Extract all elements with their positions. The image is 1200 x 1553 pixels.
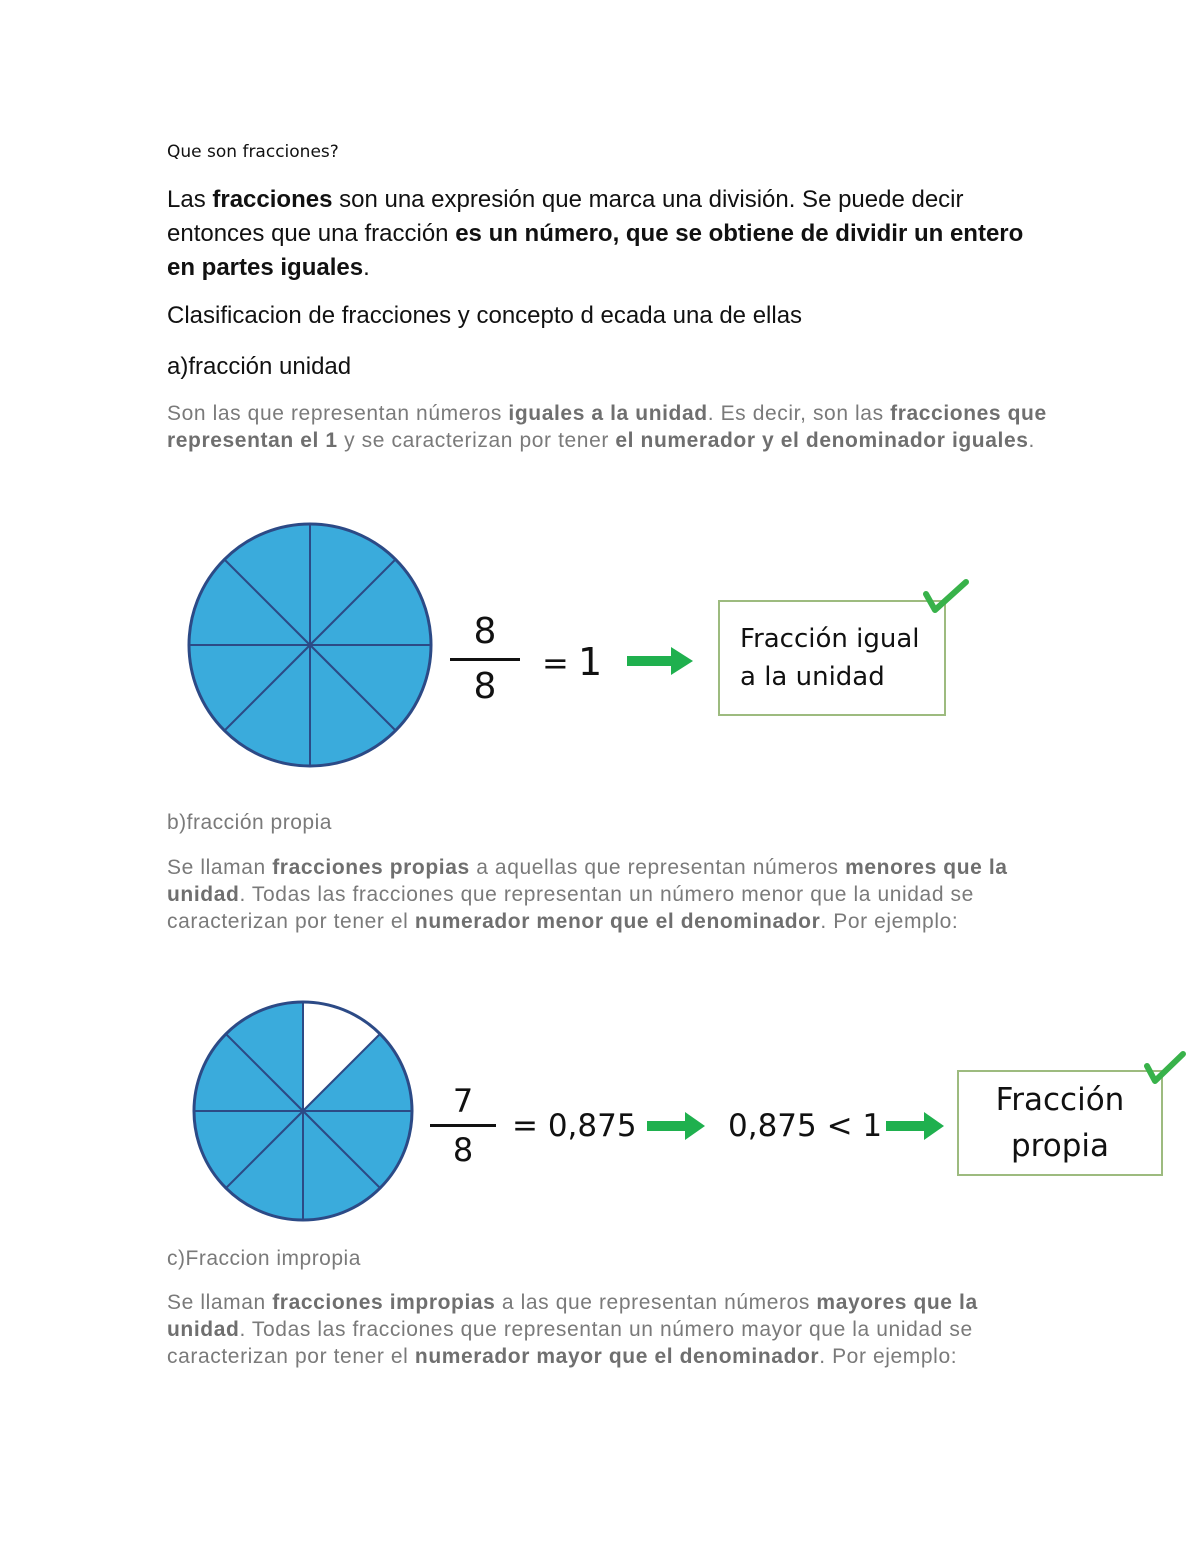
section-a-text-4: .: [1028, 429, 1035, 452]
section-c-bold-1: fracciones impropias: [272, 1291, 496, 1314]
fraction-b: [430, 1082, 496, 1169]
intro-text-1: Las: [167, 186, 213, 213]
label-box-b: [957, 1070, 1163, 1176]
label-box-a-line2: a la unidad: [740, 662, 885, 692]
fraction-b-denominator: 8: [452, 1131, 474, 1169]
section-c-text-1: Se llaman: [167, 1291, 273, 1314]
checkmark-icon: [1143, 1050, 1187, 1088]
section-b-text-3: . Todas las fracciones que representan un número menor que la unidad se caracterizan por tener el: [167, 883, 974, 933]
fraction-a: [450, 610, 520, 709]
section-b-text-1: Se llaman: [167, 856, 273, 879]
section-b-title: b)fracción propia: [167, 811, 332, 834]
arrow-icon: [625, 645, 695, 677]
section-a-title: a)fracción unidad: [167, 353, 352, 380]
pie-figure-b: [190, 998, 416, 1224]
arrow-icon: [884, 1111, 946, 1141]
section-b-bold-2: menores que la unidad: [167, 856, 1008, 906]
fraction-a-numerator: 8: [473, 611, 497, 652]
section-a-bold-3: el numerador y el denominador iguales: [615, 429, 1029, 452]
page-question: Que son fracciones?: [167, 142, 339, 162]
fraction-b-numerator: 7: [452, 1082, 474, 1120]
fraction-a-denominator: 8: [473, 666, 497, 707]
fraction-a-bar: [450, 658, 520, 661]
section-a-text-2: . Es decir, son las: [707, 402, 891, 425]
result-a: 1: [578, 640, 603, 684]
intro-bold-2: es un número, que se obtiene de dividir un entero en partes iguales: [167, 220, 1024, 281]
label-box-b-line1: Fracción: [995, 1082, 1125, 1118]
intro-paragraph: [167, 183, 1047, 285]
comparison-b: 0,875 < 1: [728, 1108, 883, 1144]
section-c-paragraph: [167, 1289, 1047, 1370]
equals-value-b: = 0,875: [512, 1108, 637, 1144]
checkmark-icon: [922, 578, 970, 618]
section-b-paragraph: [167, 854, 1047, 935]
section-c-text-3: . Todas las fracciones que representan un número mayor que la unidad se caracterizan por tener el: [167, 1318, 973, 1368]
arrow-icon: [645, 1111, 707, 1141]
label-box-b-line2: propia: [1011, 1128, 1109, 1164]
label-box-a-line1: Fracción igual: [740, 624, 920, 654]
pie-figure-a: [185, 520, 435, 770]
intro-bold-1: fracciones: [212, 186, 333, 213]
intro-text-2: son una expresión que marca una división. Se puede decir entonces que una fracción: [167, 186, 964, 247]
section-c-bold-3: numerador mayor que el denominador: [414, 1345, 820, 1368]
section-a-text-1: Son las que representan números: [167, 402, 509, 425]
section-b-text-2: a aquellas que representan números: [469, 856, 846, 879]
fraction-b-bar: [430, 1124, 496, 1127]
label-box-a: [718, 600, 946, 716]
section-a-bold-1: iguales a la unidad: [508, 402, 708, 425]
section-b-bold-1: fracciones propias: [272, 856, 470, 879]
section-a-bold-2: fracciones que representan el 1: [167, 402, 1047, 452]
section-c-title: c)Fraccion impropia: [167, 1247, 361, 1270]
equals-sign-a: =: [542, 644, 569, 682]
section-a-text-3: y se caracterizan por tener: [337, 429, 616, 452]
section-b-text-4: . Por ejemplo:: [820, 910, 959, 933]
section-a-paragraph: [167, 400, 1047, 454]
section-c-text-2: a las que representan números: [495, 1291, 817, 1314]
intro-text-3: .: [363, 254, 370, 281]
classification-title: Clasificacion de fracciones y concepto d ecada una de ellas: [167, 302, 803, 329]
section-c-text-4: . Por ejemplo:: [819, 1345, 958, 1368]
section-b-bold-3: numerador menor que el denominador: [414, 910, 821, 933]
section-c-bold-2: mayores que la unidad: [167, 1291, 978, 1341]
